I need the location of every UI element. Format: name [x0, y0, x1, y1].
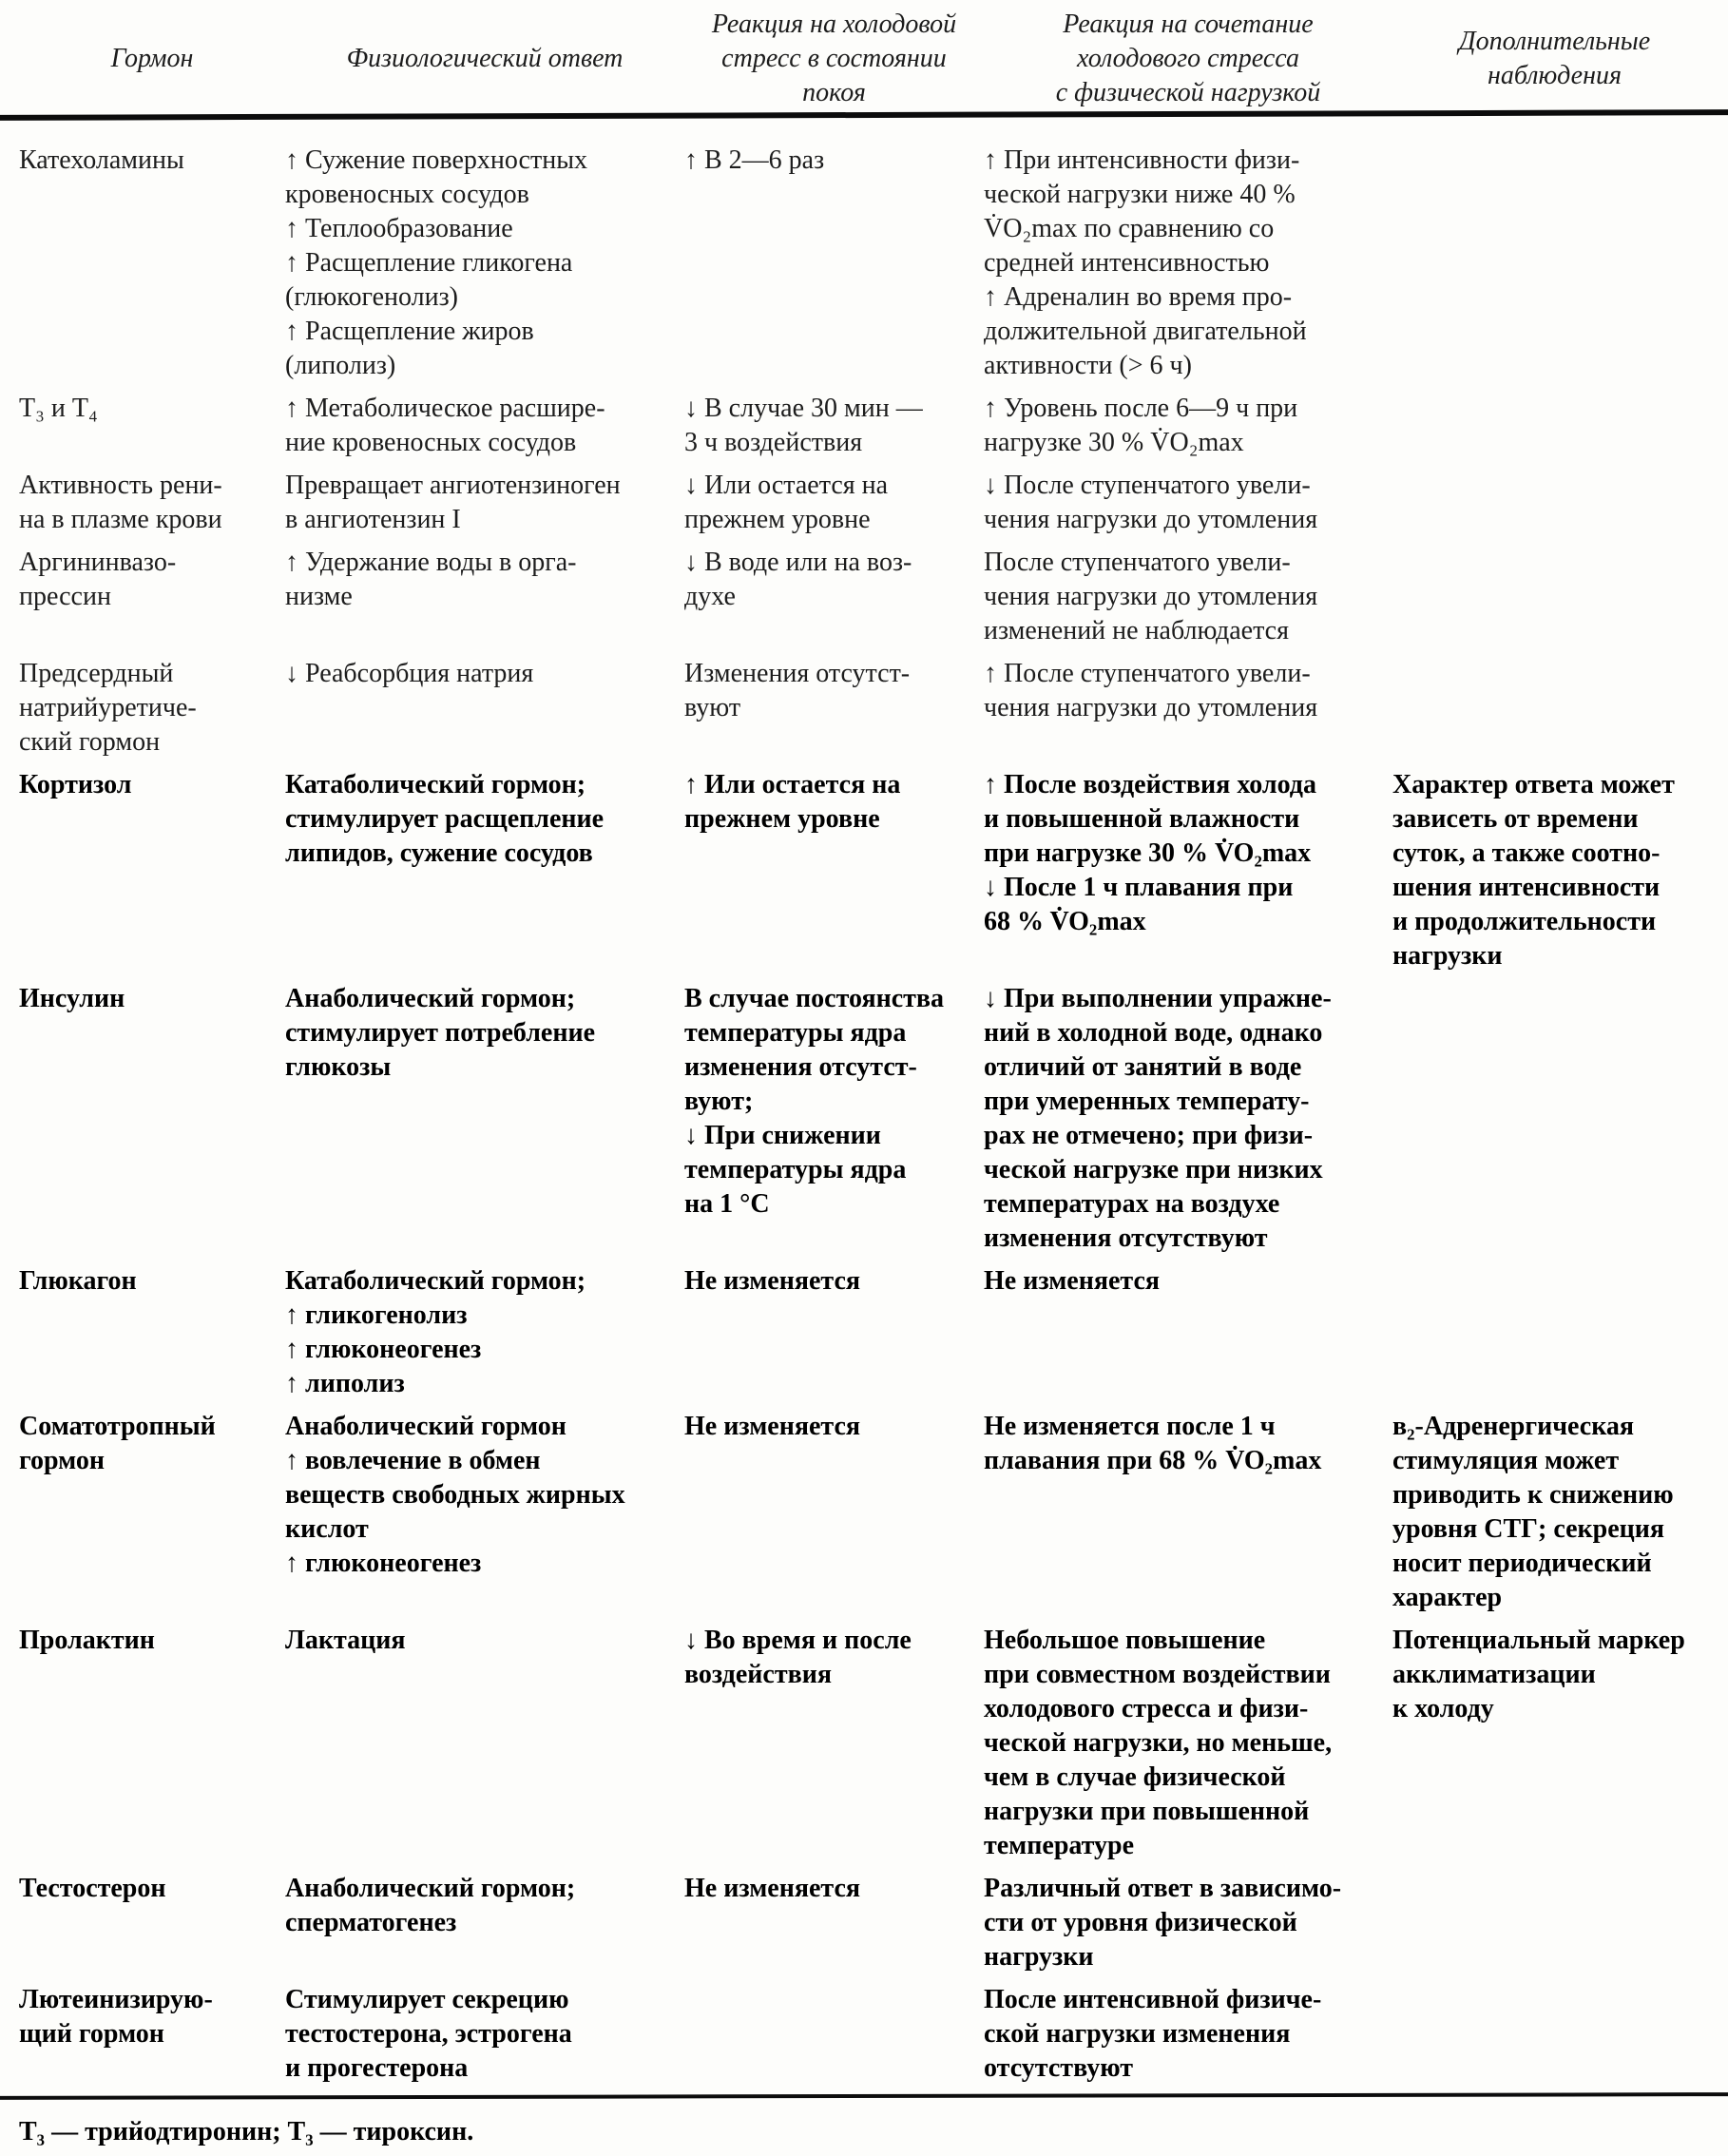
table-cell — [984, 982, 1392, 1256]
table-cell — [684, 144, 984, 383]
cell-line: ↓ После 1 ч плавания при — [984, 873, 1294, 902]
table-cell — [285, 392, 684, 460]
cell-line: В случае постоянства — [684, 984, 945, 1013]
table-row — [19, 982, 1717, 1256]
table-row — [19, 546, 1717, 648]
table-cell — [285, 1983, 684, 2086]
cell-line: Реакция на холодовой — [711, 10, 957, 39]
cell-line: ческой нагрузке при низких — [984, 1155, 1323, 1184]
cell-line: Активность рени- — [19, 471, 222, 500]
cell-line: ↑ липолиз — [285, 1369, 405, 1398]
cell-line: нагрузки при повышенной — [984, 1797, 1310, 1826]
cell-line: (глюкогенолиз) — [285, 282, 458, 312]
cell-line: духе — [684, 582, 736, 611]
cell-line: прежнем уровне — [684, 804, 880, 834]
table-row — [19, 768, 1717, 973]
cell-line: кровеносных сосудов — [285, 180, 529, 209]
column-header-cold-stress-rest — [684, 6, 984, 112]
cell-line: холодового стресса и физи- — [984, 1694, 1309, 1723]
cell-line: Предсердный — [19, 659, 174, 688]
cell-line: ↑ В 2—6 раз — [684, 145, 825, 175]
cell-line: шения интенсивности — [1392, 873, 1661, 902]
cell-line: нагрузки — [984, 1942, 1094, 1972]
cell-line: холодового стресса — [1077, 44, 1299, 73]
cell-line: щий гормон — [19, 2019, 164, 2049]
cell-line: ↑ После ступенчатого увели- — [984, 659, 1311, 688]
cell-line: Катаболический гормон; — [285, 1266, 586, 1296]
cell-line: характер — [1392, 1583, 1503, 1612]
cell-line: 68 % V̇O₂max — [984, 907, 1146, 936]
cell-line: Не изменяется — [984, 1266, 1161, 1296]
table-cell — [684, 1264, 984, 1401]
cell-line: гормон — [19, 1446, 106, 1475]
table-row — [19, 144, 1717, 383]
table-cell — [1392, 982, 1717, 1256]
table-cell — [285, 469, 684, 537]
cell-line: веществ свободных жирных — [285, 1480, 625, 1510]
table-row — [19, 1410, 1717, 1615]
cell-line: натрийуретиче- — [19, 693, 197, 722]
table-cell — [19, 144, 285, 383]
cell-line: Соматотропный — [19, 1412, 216, 1441]
table-cell — [1392, 768, 1717, 973]
table-cell — [984, 1872, 1392, 1974]
cell-line: стимулирует потребление — [285, 1018, 596, 1048]
table-cell — [285, 657, 684, 760]
table-cell — [19, 1624, 285, 1863]
cell-line: изменения отсутствуют — [984, 1223, 1268, 1253]
table-cell — [285, 1624, 684, 1863]
cell-line: ↑ После воздействия холода — [984, 770, 1316, 799]
cell-line: зависеть от времени — [1392, 804, 1639, 834]
cell-line: липидов, сужение сосудов — [285, 838, 593, 868]
hormone-table-body — [0, 118, 1728, 2086]
cell-line: уровня СТГ; секреция — [1392, 1514, 1665, 1544]
cell-line: стимулирует расщепление — [285, 804, 605, 834]
cell-line: изменений не наблюдается — [984, 616, 1289, 645]
cell-line: Различный ответ в зависимо- — [984, 1874, 1342, 1903]
cell-line: Катехоламины — [19, 145, 184, 175]
table-cell — [285, 1872, 684, 1974]
table-cell — [1392, 1872, 1717, 1974]
cell-line: Дополнительные — [1458, 27, 1651, 56]
table-cell — [285, 768, 684, 973]
cell-line: нагрузки — [1392, 941, 1503, 971]
table-cell — [285, 982, 684, 1256]
cell-line: ↓ После ступенчатого увели- — [984, 471, 1311, 500]
cell-line: чения нагрузки до утомления — [984, 582, 1318, 611]
table-cell — [19, 1872, 285, 1974]
cell-line: Небольшое повышение — [984, 1626, 1266, 1655]
cell-line: и повышенной влажности — [984, 804, 1300, 834]
cell-line: Потенциальный маркер — [1392, 1626, 1685, 1655]
cell-line: Пролактин — [19, 1626, 155, 1655]
table-cell — [285, 546, 684, 648]
table-row — [19, 469, 1717, 537]
table-cell — [684, 768, 984, 973]
cell-line: Не изменяется — [684, 1412, 861, 1441]
table-cell — [1392, 144, 1717, 383]
cell-line: V̇O₂max по сравнению со — [984, 214, 1275, 243]
table-row — [19, 1264, 1717, 1401]
cell-line: ↓ Или остается на — [684, 471, 889, 500]
cell-line: Реакция на сочетание — [1063, 10, 1314, 39]
cell-line: Анаболический гормон — [285, 1412, 566, 1441]
cell-line: рах не отмечено; при физи- — [984, 1121, 1314, 1150]
table-cell — [684, 1983, 984, 2086]
table-cell — [684, 392, 984, 460]
cell-line: изменения отсутст- — [684, 1052, 917, 1082]
cell-line: сперматогенез — [285, 1908, 457, 1937]
column-header-hormone — [19, 6, 285, 112]
column-header-physiological-response — [285, 6, 684, 112]
cell-line: носит периодический — [1392, 1549, 1652, 1578]
cell-line: Лютеинизирую- — [19, 1985, 213, 2014]
cell-line: вуют — [684, 693, 741, 722]
cell-line: ческой нагрузки, но меньше, — [984, 1728, 1333, 1758]
table-cell — [19, 768, 285, 973]
cell-line: ↑ вовлечение в обмен — [285, 1446, 541, 1475]
table-cell — [984, 546, 1392, 648]
cell-line: ↑ Метаболическое расшире- — [285, 394, 605, 423]
column-header-cold-stress-exercise — [984, 6, 1392, 112]
cell-line: Превращает ангиотензиноген — [285, 471, 621, 500]
cell-line: к холоду — [1392, 1694, 1494, 1723]
cell-line: при умеренных температу- — [984, 1087, 1310, 1116]
cell-line: должительной двигательной — [984, 317, 1307, 346]
table-cell — [285, 144, 684, 383]
cell-line: ние кровеносных сосудов — [285, 428, 577, 457]
table-cell — [19, 546, 285, 648]
table-header-row — [0, 0, 1728, 112]
cell-line: Катаболический гормон; — [285, 770, 586, 799]
cell-line: Анаболический гормон; — [285, 984, 576, 1013]
cell-line: После интенсивной физиче- — [984, 1985, 1322, 2014]
cell-line: нагрузке 30 % V̇O₂max — [984, 428, 1244, 457]
table-cell — [684, 546, 984, 648]
table-cell — [984, 469, 1392, 537]
cell-line: при нагрузке 30 % V̇O₂max — [984, 838, 1312, 868]
cell-line: Аргининвазо- — [19, 548, 177, 577]
table-cell — [19, 657, 285, 760]
cell-line: ↓ В воде или на воз- — [684, 548, 912, 577]
cell-line: глюкозы — [285, 1052, 392, 1082]
table-cell — [684, 982, 984, 1256]
cell-line: (липолиз) — [285, 351, 396, 380]
table-cell — [19, 469, 285, 537]
cell-line: плавания при 68 % V̇O₂max — [984, 1446, 1322, 1475]
cell-line: температуры ядра — [684, 1018, 907, 1048]
table-row — [19, 1983, 1717, 2086]
table-cell — [1392, 469, 1717, 537]
cell-line: на в плазме крови — [19, 505, 222, 534]
table-cell — [1392, 546, 1717, 648]
cell-line: ↓ Реабсорбция натрия — [285, 659, 534, 688]
cell-line: ↑ Уровень после 6—9 ч при — [984, 394, 1298, 423]
cell-line: Лактация — [285, 1626, 406, 1655]
cell-line: Глюкагон — [19, 1266, 137, 1296]
table-cell — [684, 1624, 984, 1863]
table-cell — [19, 1983, 285, 2086]
cell-line: приводить к снижению — [1392, 1480, 1674, 1510]
cell-line: акклиматизации — [1392, 1660, 1596, 1689]
cell-line: температуры ядра — [684, 1155, 907, 1184]
table-cell — [1392, 392, 1717, 460]
cell-line: ↑ Удержание воды в орга- — [285, 548, 577, 577]
cell-line: в₂-Адренергическая — [1392, 1412, 1635, 1441]
cell-line: ↓ Во время и после — [684, 1626, 912, 1655]
cell-line: и продолжительности — [1392, 907, 1657, 936]
cell-line: После ступенчатого увели- — [984, 548, 1291, 577]
cell-line: при совместном воздействии — [984, 1660, 1331, 1689]
table-cell — [1392, 657, 1717, 760]
cell-line: активности (> 6 ч) — [984, 351, 1192, 380]
cell-line: Стимулирует секрецию — [285, 1985, 569, 2014]
cell-line: чем в случае физической — [984, 1762, 1286, 1792]
table-cell — [684, 1410, 984, 1615]
cell-line: с физической нагрузкой — [1055, 78, 1321, 107]
cell-line: тестостерона, эстрогена — [285, 2019, 572, 2049]
cell-line: отсутствуют — [984, 2053, 1134, 2083]
cell-line: Т₃ и Т₄ — [19, 394, 98, 423]
cell-line: в ангиотензин I — [285, 505, 461, 534]
cell-line: ↑ Расщепление гликогена — [285, 248, 573, 278]
cell-line: ↑ Сужение поверхностных — [285, 145, 588, 175]
table-cell — [984, 1983, 1392, 2086]
cell-line: сти от уровня физической — [984, 1908, 1297, 1937]
cell-line: прессин — [19, 582, 111, 611]
cell-line: вуют; — [684, 1087, 754, 1116]
cell-line: ний в холодной воде, однако — [984, 1018, 1323, 1048]
cell-line: ский гормон — [19, 727, 161, 757]
cell-line: Физиологический ответ — [346, 44, 624, 73]
table-cell — [1392, 1983, 1717, 2086]
cell-line: чения нагрузки до утомления — [984, 505, 1318, 534]
cell-line: ↑ гликогенолиз — [285, 1300, 468, 1330]
cell-line: низме — [285, 582, 353, 611]
cell-line: на 1 °С — [684, 1189, 770, 1219]
cell-line: температуре — [984, 1831, 1135, 1860]
cell-line: Инсулин — [19, 984, 125, 1013]
cell-line: температурах на воздухе — [984, 1189, 1280, 1219]
cell-line: ческой нагрузки ниже 40 % — [984, 180, 1296, 209]
cell-line: Не изменяется — [684, 1874, 861, 1903]
cell-line: ↑ глюконеогенез — [285, 1335, 482, 1364]
table-cell — [684, 657, 984, 760]
cell-line: стимуляция может — [1392, 1446, 1620, 1475]
table-cell — [984, 1264, 1392, 1401]
table-cell — [19, 392, 285, 460]
table-cell — [285, 1410, 684, 1615]
table-cell — [984, 144, 1392, 383]
footnote: Т₃ — трийодтиронин; Т₃ — тироксин. — [19, 2117, 474, 2146]
cell-line: ↑ глюконеогенез — [285, 1549, 482, 1578]
cell-line: Не изменяется после 1 ч — [984, 1412, 1276, 1441]
cell-line: воздействия — [684, 1660, 832, 1689]
table-cell — [19, 1264, 285, 1401]
cell-line: кислот — [285, 1514, 369, 1544]
cell-line: Изменения отсутст- — [684, 659, 911, 688]
cell-line: стресс в состоянии — [721, 44, 947, 73]
table-row — [19, 1872, 1717, 1974]
cell-line: ской нагрузки изменения — [984, 2019, 1291, 2049]
cell-line: наблюдения — [1487, 61, 1622, 90]
cell-line: 3 ч воздействия — [684, 428, 863, 457]
cell-line: ↓ В случае 30 мин — — [684, 394, 923, 423]
cell-line: ↓ При снижении — [684, 1121, 881, 1150]
cell-line: Анаболический гормон; — [285, 1874, 576, 1903]
cell-line: отличий от занятий в воде — [984, 1052, 1302, 1082]
cell-line: ↑ Теплообразование — [285, 214, 513, 243]
table-cell — [684, 1872, 984, 1974]
cell-line: Характер ответа может — [1392, 770, 1675, 799]
table-cell — [984, 392, 1392, 460]
cell-line: Тестостерон — [19, 1874, 166, 1903]
table-row — [19, 657, 1717, 760]
cell-line: Кортизол — [19, 770, 132, 799]
cell-line: Гормон — [110, 44, 194, 73]
cell-line: суток, а также соотно- — [1392, 838, 1661, 868]
table-row — [19, 392, 1717, 460]
cell-line: Не изменяется — [684, 1266, 861, 1296]
cell-line: ↑ Адреналин во время про- — [984, 282, 1293, 312]
table-cell — [19, 982, 285, 1256]
cell-line: ↑ Или остается на — [684, 770, 901, 799]
cell-line: прежнем уровне — [684, 505, 871, 534]
table-cell — [285, 1264, 684, 1401]
cell-line: чения нагрузки до утомления — [984, 693, 1318, 722]
table-cell — [984, 1410, 1392, 1615]
cell-line: ↑ При интенсивности физи- — [984, 145, 1300, 175]
cell-line: покоя — [802, 78, 866, 107]
cell-line: средней интенсивностью — [984, 248, 1270, 278]
table-cell — [984, 657, 1392, 760]
table-cell — [1392, 1410, 1717, 1615]
table-cell — [984, 1624, 1392, 1863]
column-header-additional-observations — [1392, 6, 1717, 112]
table-cell — [684, 469, 984, 537]
table-cell — [1392, 1624, 1717, 1863]
cell-line: ↓ При выполнении упражне- — [984, 984, 1332, 1013]
table-cell — [1392, 1264, 1717, 1401]
table-cell — [19, 1410, 285, 1615]
table-row — [19, 1624, 1717, 1863]
cell-line: и прогестерона — [285, 2053, 469, 2083]
cell-line: ↑ Расщепление жиров — [285, 317, 534, 346]
table-cell — [984, 768, 1392, 973]
